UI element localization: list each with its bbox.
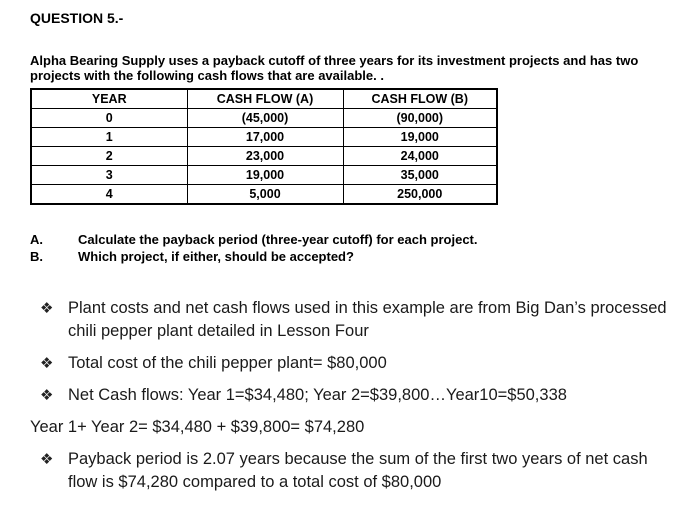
table-header-row (31, 89, 497, 109)
question-b-label: B. (30, 249, 43, 264)
diamond-bullet-icon: ❖ (40, 451, 54, 468)
question-b (30, 249, 354, 264)
header-cash-flow-a: CASH FLOW (A) (187, 89, 343, 109)
cell-cash-flow-a: 23,000 (187, 147, 343, 166)
note-item (40, 448, 670, 494)
intro-text: Alpha Bearing Supply uses a payback cutoff of three years for its investment projects and has two projects with the following cash flows that are available. . (30, 53, 639, 83)
cell-cash-flow-a: (45,000) (187, 109, 343, 128)
note-item (40, 384, 670, 407)
cell-cash-flow-b: (90,000) (343, 109, 497, 128)
cell-cash-flow-a: 17,000 (187, 128, 343, 147)
diamond-bullet-icon: ❖ (40, 387, 54, 404)
table-row (31, 147, 497, 166)
note-text: Total cost of the chili pepper plant= $80,000 (68, 354, 387, 372)
note-item (40, 352, 670, 375)
note-item (40, 297, 670, 343)
question-b-text: Which project, if either, should be accepted? (78, 249, 354, 264)
cell-year: 3 (31, 166, 187, 185)
diamond-bullet-icon: ❖ (40, 355, 54, 372)
question-a-text: Calculate the payback period (three-year cutoff) for each project. (78, 232, 478, 247)
note-plain-line: Year 1+ Year 2= $34,480 + $39,800= $74,280 (30, 418, 365, 436)
notes-list (30, 297, 670, 503)
cash-flow-table (30, 88, 498, 205)
cell-year: 2 (31, 147, 187, 166)
table-row (31, 166, 497, 185)
note-text: Plant costs and net cash flows used in this example are from Big Dan’s processed chili pepper plant detailed in Lesson Four (68, 299, 667, 340)
header-cash-flow-b: CASH FLOW (B) (343, 89, 497, 109)
table-row (31, 128, 497, 147)
question-a-label: A. (30, 232, 43, 247)
cell-cash-flow-a: 5,000 (187, 185, 343, 205)
cell-cash-flow-b: 35,000 (343, 166, 497, 185)
question-a (30, 232, 478, 247)
note-text: Net Cash flows: Year 1=$34,480; Year 2=$39,800…Year10=$50,338 (68, 386, 567, 404)
cell-year: 1 (31, 128, 187, 147)
cell-cash-flow-b: 19,000 (343, 128, 497, 147)
header-year: YEAR (31, 89, 187, 109)
cell-cash-flow-b: 250,000 (343, 185, 497, 205)
cell-cash-flow-b: 24,000 (343, 147, 497, 166)
table-row (31, 185, 497, 205)
cell-year: 0 (31, 109, 187, 128)
table-row (31, 109, 497, 128)
question-title: QUESTION 5.- (30, 10, 124, 26)
cell-year: 4 (31, 185, 187, 205)
cell-cash-flow-a: 19,000 (187, 166, 343, 185)
note-text: Payback period is 2.07 years because the sum of the first two years of net cash flow is $74,280 compared to a total cost of $80,000 (68, 450, 648, 491)
diamond-bullet-icon: ❖ (40, 300, 54, 317)
